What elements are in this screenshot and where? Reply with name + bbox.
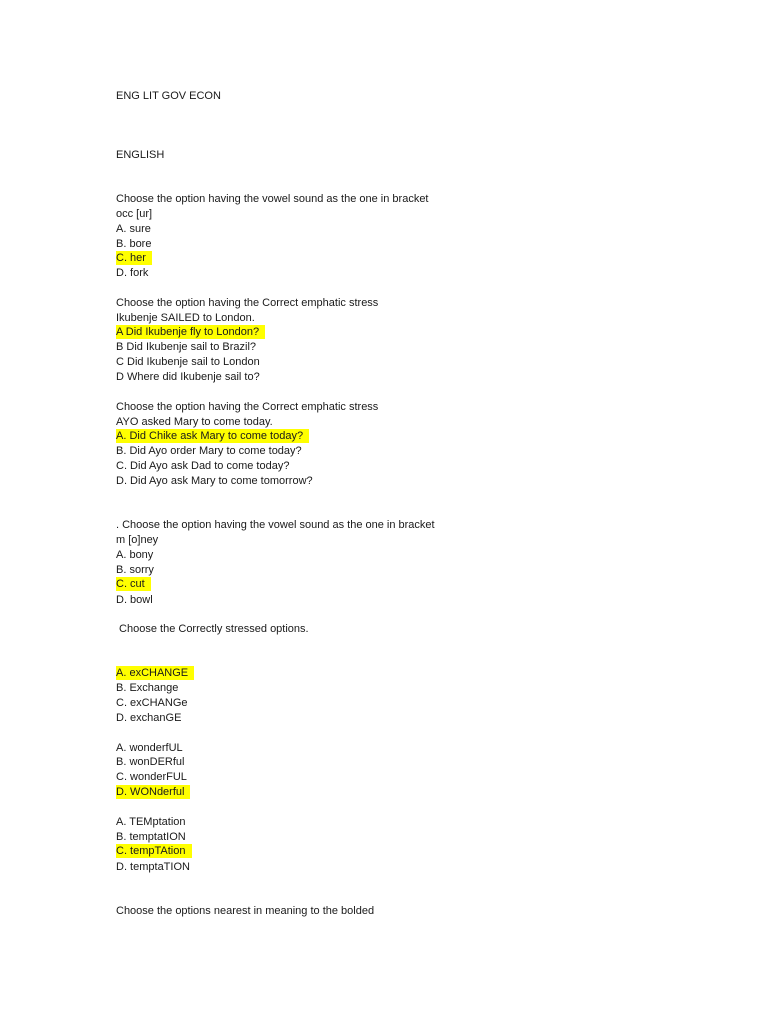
section-title: ENGLISH xyxy=(116,149,165,161)
question-3-stem: AYO asked Mary to come today. xyxy=(116,416,273,428)
group-3-option-a: A. TEMptation xyxy=(116,816,186,828)
question-1-option-b: B. bore xyxy=(116,238,152,250)
question-1-stem: occ [ur] xyxy=(116,208,153,220)
group-2-option-b: B. wonDERful xyxy=(116,756,185,768)
group-1-option-b: B. Exchange xyxy=(116,682,179,694)
question-1-prompt: Choose the option having the vowel sound as the one in bracket xyxy=(116,193,429,205)
group-2-option-c: C. wonderFUL xyxy=(116,771,187,783)
group-2-option-a: A. wonderfUL xyxy=(116,742,183,754)
question-1-option-a: A. sure xyxy=(116,223,151,235)
question-4-option-c-highlighted: C. cut xyxy=(116,577,151,591)
question-4-option-b: B. sorry xyxy=(116,564,154,576)
group-2-option-d-highlighted: D. WONderful xyxy=(116,785,190,799)
question-2-option-b: B Did Ikubenje sail to Brazil? xyxy=(116,341,257,353)
question-6-prompt: Choose the options nearest in meaning to the bolded xyxy=(116,905,375,917)
question-2-option-d: D Where did Ikubenje sail to? xyxy=(116,371,260,383)
question-3-option-d: D. Did Ayo ask Mary to come tomorrow? xyxy=(116,475,313,487)
question-1-option-c-highlighted: C. her xyxy=(116,251,152,265)
question-5-prompt: Choose the Correctly stressed options. xyxy=(116,623,309,635)
group-1-option-d: D. exchanGE xyxy=(116,712,182,724)
question-4-stem: m [o]ney xyxy=(116,534,159,546)
question-4-option-a: A. bony xyxy=(116,549,154,561)
question-4-prompt: . Choose the option having the vowel sound as the one in bracket xyxy=(116,519,435,531)
question-3-prompt: Choose the option having the Correct emphatic stress xyxy=(116,401,379,413)
group-3-option-d: D. temptaTION xyxy=(116,861,190,873)
question-3-option-a-highlighted: A. Did Chike ask Mary to come today? xyxy=(116,429,309,443)
group-1-option-a-highlighted: A. exCHANGE xyxy=(116,666,194,680)
question-2-stem: Ikubenje SAILED to London. xyxy=(116,312,255,324)
question-3-option-c: C. Did Ayo ask Dad to come today? xyxy=(116,460,290,472)
question-3-option-b: B. Did Ayo order Mary to come today? xyxy=(116,445,302,457)
group-1-option-c: C. exCHANGe xyxy=(116,697,188,709)
question-2-prompt: Choose the option having the Correct emphatic stress xyxy=(116,297,379,309)
question-4-option-d: D. bowl xyxy=(116,594,153,606)
group-3-option-c-highlighted: C. tempTAtion xyxy=(116,844,192,858)
question-2-option-a-highlighted: A Did Ikubenje fly to London? xyxy=(116,325,265,339)
group-3-option-b: B. temptatION xyxy=(116,831,186,843)
question-2-option-c: C Did Ikubenje sail to London xyxy=(116,356,260,368)
document-header: ENG LIT GOV ECON xyxy=(116,90,221,102)
question-1-option-d: D. fork xyxy=(116,267,149,279)
